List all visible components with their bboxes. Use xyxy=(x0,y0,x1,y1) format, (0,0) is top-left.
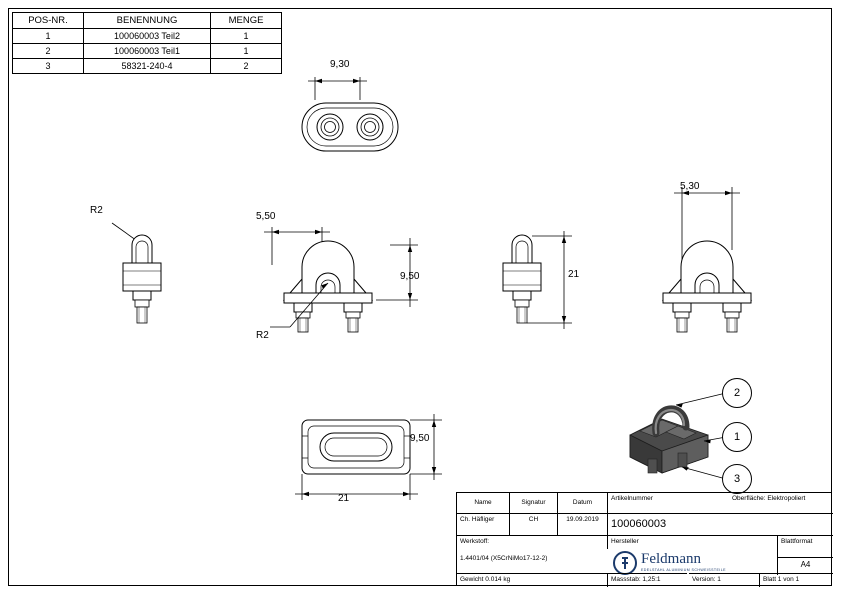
tb-value-gewicht: Gewicht 0.014 kg xyxy=(457,573,607,587)
label-r2-front: R2 xyxy=(256,330,269,341)
isometric-view xyxy=(600,375,830,495)
tb-value-datum: 19.09.2019 xyxy=(557,513,607,535)
tb-value-blatt: Blatt 1 von 1 xyxy=(759,573,833,587)
bom-cell-benennung: 58321-240-4 xyxy=(84,59,211,74)
tb-value-version: Version: 1 xyxy=(689,573,759,587)
tb-header-hersteller: Hersteller xyxy=(607,535,833,549)
tb-header-name: Name xyxy=(474,499,492,506)
dim-bottom-width: 21 xyxy=(338,493,350,504)
dim-side-height: 21 xyxy=(568,269,580,280)
bom-cell-benennung: 100060003 Teil2 xyxy=(84,29,211,44)
balloon-2: 2 xyxy=(722,378,752,408)
bom-header-menge: MENGE xyxy=(211,13,282,29)
label-r2-left: R2 xyxy=(90,205,103,216)
tb-header-datum: Datum xyxy=(557,493,607,513)
table-row xyxy=(13,29,282,44)
title-block xyxy=(456,492,832,586)
tb-value-massstab: Massstab: 1,25:1 xyxy=(607,573,687,587)
brand-subtitle: EDELSTAHL ALUMINIUM SCHWEISSTEILE xyxy=(641,568,726,572)
tb-value-werkstoff: 1.4401/04 (X5CrNiMo17-12-2) xyxy=(460,555,548,562)
bottom-view xyxy=(290,400,470,510)
tb-value-blattformat: A4 xyxy=(777,557,833,575)
bom-cell-menge: 2 xyxy=(211,59,282,74)
tb-value-artikelnummer: 100060003 xyxy=(607,513,833,535)
dim-bottom-height: 9,50 xyxy=(410,433,430,444)
bom-header-pos: POS-NR. xyxy=(13,13,84,29)
tb-header-artikelnummer: Artikelnummer xyxy=(607,493,727,513)
dim-front-width: 5,50 xyxy=(256,211,276,222)
bill-of-materials xyxy=(12,12,282,74)
dim-top-view-width: 9,30 xyxy=(330,59,350,70)
brand-name: Feldmann xyxy=(641,551,701,567)
bom-cell-benennung: 100060003 Teil1 xyxy=(84,44,211,59)
tb-header-blattformat: Blattformat xyxy=(777,535,833,557)
front-view xyxy=(250,205,480,345)
bom-cell-menge: 1 xyxy=(211,29,282,44)
table-row xyxy=(13,59,282,74)
back-view xyxy=(640,175,810,345)
table-row xyxy=(13,44,282,59)
table-header-row xyxy=(13,13,282,29)
bom-cell-pos: 1 xyxy=(13,29,84,44)
dim-front-height: 9,50 xyxy=(400,271,420,282)
tb-header-werkstoff: Werkstoff: xyxy=(457,535,607,549)
tb-header-oberflaeche: Oberfläche: Elektropoliert xyxy=(732,495,806,502)
bom-header-benennung: BENENNUNG xyxy=(84,13,211,29)
bom-cell-pos: 2 xyxy=(13,44,84,59)
balloon-3: 3 xyxy=(722,464,752,494)
balloon-1: 1 xyxy=(722,422,752,452)
bom-cell-pos: 3 xyxy=(13,59,84,74)
bom-cell-menge: 1 xyxy=(211,44,282,59)
dim-back-width: 5,30 xyxy=(680,181,700,192)
side-view xyxy=(490,205,610,345)
tb-header-signatur: Signatur xyxy=(509,493,557,513)
left-side-view xyxy=(100,205,220,345)
top-view xyxy=(280,55,440,165)
tb-value-signatur: CH xyxy=(509,513,557,535)
tb-value-name: Ch. Häfliger xyxy=(457,513,509,535)
